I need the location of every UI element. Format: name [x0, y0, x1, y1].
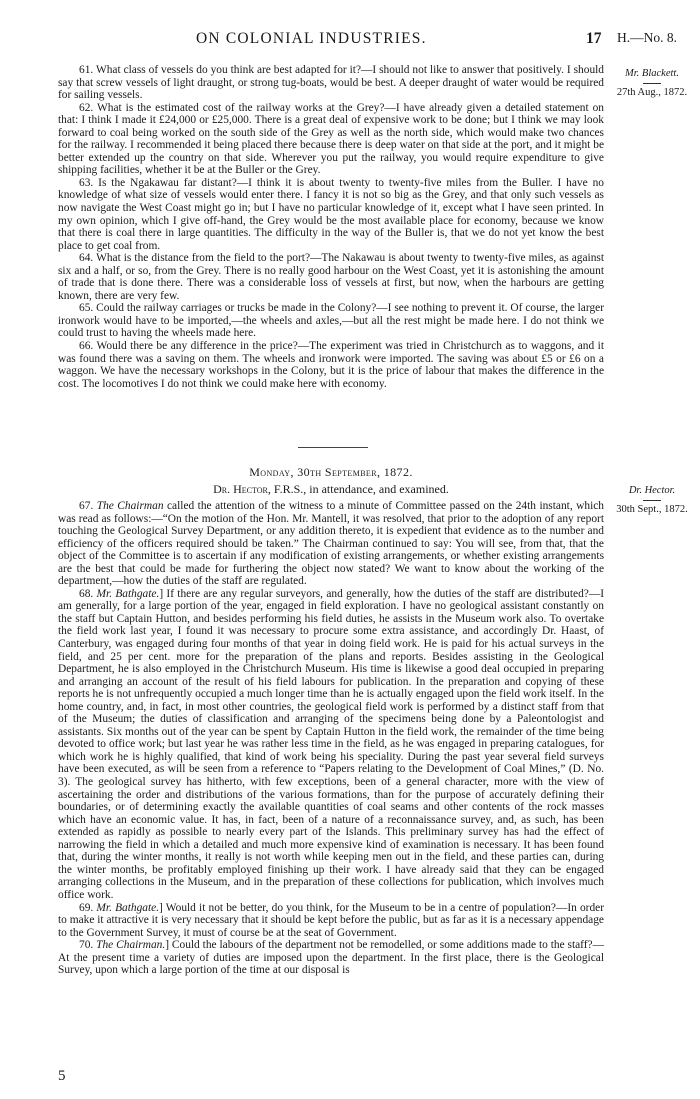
question-text: ] Would it not be better, do you think, for the Museum to be in a centre of population?—In order to make it attractive it is very necessary that it should be kept before the public, but as far as it is a necessary appendage to the Government Survey, it must of course be at the seat of Government. — [58, 901, 604, 939]
sidenote-rule — [643, 500, 661, 501]
question-paragraph: 63. Is the Ngakawau far distant?—I think it is about twenty to twenty-five miles from the Buller. I have no knowledge of what size of vessels would enter there. I fancy it is not so big as the Grey, and that only such vessels as now navigate the West Coast might go in; but I have no particular knowledge of it, except what I have seen printed. In my own opinion, which I give off-hand, the Grey would be the most available place for economy, because we know that there is coal there in large quantities. The difficulty in the way of the Buller is, that we do not yet know the best place to get coal from. — [58, 176, 604, 252]
question-number: 67. — [79, 500, 97, 512]
signature-mark: 5 — [58, 1068, 66, 1084]
sidenote-witness-name: Mr. Blackett. — [625, 68, 679, 79]
sidenote-hector — [607, 484, 697, 516]
sidenote-date: 27th Aug., 1872. — [616, 87, 688, 98]
question-text: ] If there are any regular surveyors, and generally, how the duties of the staff are distributed?—I am generally, for a large portion of the year, engaged in field exploration. I have no geological assistant constantly on the staff but Captain Hutton, and besides performing his field duties, he assists in the Museum work also. To overtake the field work last year, I found it was necessary to procure some extra assistance, and accordingly Dr. Haast, of Canterbury, was engaged during four months of that year in doing field work. He is paid for his actual surveys in the field, and 25 per cent. more for the preparation of the plans and reports. Besides assisting in the Geological Department, he is also employed in the Christchurch Museum. His time is likewise a good deal occupied in preparing and arranging an account of the result of his field labours for publication. In the preparation and copying of these reports he is not unfrequently occupied a much longer time than he is actually engaged upon the field work itself. In the home country, and, in fact, in most other countries, the geological field work is performed by a distinct staff from that of the Museum; the duties of classification and arranging of the specimens being done by a Paleontologist and assistants. Six months out of the year can be spent by Captain Hutton in the field work, the remainder of the time being devoted to office work; but last year he was rather less time in the field, as he was engaged in preparing catalogues, for which work he is highly qualified, that kind of work being his speciality. During the past year several field surveys have been executed, as will be seen from a reference to “Papers relating to the Development of Coal Mines,” (D. No. 3). The geological survey has hitherto, with few exceptions, been of a general character, more with the view of ascertaining the order and distributions of the various formations, than for the purpose of accurately defining their boundaries, or of determining exactly the available quantities of coal seams and other contents of the rock masses which have an economic value. It has, in fact, been of a nature of a reconnaissance survey, and, as such, has been extended as rapidly as possible to nearly every part of the Islands. This preliminary survey has had the effect of narrowing the field in which a detailed and much more expensive kind of examination is necessary. It has been found that, during the winter months, it really is not worth while keeping men out in the field, and these parties can, during the winter months, be profitably employed finishing up their work. I have already said that they can be engaged arranging collections in the Museum, and in the preparation of these collections for publication, which involves much office work. — [58, 587, 604, 901]
question-paragraph — [58, 939, 604, 977]
sidenote-witness-name: Dr. Hector. — [628, 485, 676, 496]
session-date-heading: Monday, 30th September, 1872. — [249, 465, 413, 479]
witness-attendance: in attendance, and examined. — [306, 482, 449, 496]
sidenote-date: 30th Sept., 1872. — [616, 504, 688, 515]
question-paragraph — [58, 902, 604, 940]
question-number: 69. — [79, 901, 97, 914]
question-paragraph — [58, 500, 604, 588]
question-number: 70. — [79, 939, 97, 952]
question-paragraph: 65. Could the railway carriages or trucks be made in the Colony?—I see nothing to prevent it. Of course, the larger ironwork would have to be imported,—the wheels and axles,—but all the rest might be made here. I do not think we could trust to having the wheels made here. — [58, 302, 604, 340]
witness-heading — [58, 482, 604, 497]
running-title: ON COLONIAL INDUSTRIES. — [196, 30, 427, 47]
questioner-name: The Chairman — [96, 500, 164, 512]
section-divider — [298, 447, 368, 448]
question-paragraph: 64. What is the distance from the field to the port?—The Nakawau is about twenty to twenty-five miles, as against six and a half, or so, from the Grey. There is no really good harbour on the West Coast, yet it is astonishing the amount of trade that is done there. There was a considerable loss of vessels at first, but now, when the harbours are getting known, there are very few. — [58, 252, 604, 302]
questioner-name: The Chairman. — [96, 939, 166, 952]
sidenote-blackett — [607, 67, 697, 99]
question-paragraph: 62. What is the estimated cost of the railway works at the Grey?—I have already given a detailed statement on that: I think I made it £24,000 or £25,000. There is a great deal of expensive work to be done; but I think we may look forward to coal being worked on the south side of the Grey as well as the north side, which would make two chances for the railway. I recommended it being placed there because there is deep water on that side at the port, and it might be better extended up the country on that side. Wherever you put the railway, you would require expenditure to give shipping facilities, whether it be at the Buller or the Grey. — [58, 101, 604, 177]
questioner-name: Mr. Bathgate. — [96, 901, 160, 914]
evidence-section-1 — [58, 64, 604, 390]
evidence-section-2 — [58, 500, 604, 977]
question-text: ] Could the labours of the department not be remodelled, or some additions made to the staff?—At the present time a variety of duties are imposed upon the department. In the first place, there is the Geological Survey, upon which a large portion of the time at our disposal is — [58, 939, 605, 977]
page-number: 17 — [586, 30, 602, 47]
document-reference: H.—No. 8. — [617, 30, 677, 45]
page-header — [0, 30, 700, 50]
question-paragraph: 66. Would there be any difference in the price?—The experiment was tried in Christchurch as to waggons, and it was found there was a saving on them. The wheels and ironwork were imported. The saving was about £5 or £6 on a waggon. We have the necessary workshops in the Colony, but it is the price of labour that makes the difference in the cost. The locomotives I do not think we could make here with economy. — [58, 340, 604, 390]
sidenote-rule — [643, 83, 661, 84]
questioner-name: Mr. Bathgate. — [96, 587, 160, 600]
question-number: 68. — [79, 587, 97, 600]
question-paragraph: 61. What class of vessels do you think are best adapted for it?—I should not like to answer that positively. I should say that screw vessels of light draught, or strong tug-boats, would be best. A deeper draught of water would be required for sailing vessels. — [58, 64, 604, 102]
witness-name: Dr. Hector, F.R.S., — [213, 482, 307, 496]
question-text: called the attention of the witness to a minute of Committee passed on the 24th instant, which was read as follows:—“On the motion of the Hon. Mr. Mantell, it was resolved, that prior to the adoption of any report touching the Geological Survey Department, or any addition thereto, it is expedient that evidence as to the number and efficiency of the officers required should be taken.” The Chairman continued to say: You will see, from that, that the object of the Committee is to ascertain if any modification of existing arrangements, or whether existing arrangements are the best that could be made for furthering the object now stated? We want to know about the working of the department,—how the duties of the staff are regulated. — [58, 500, 604, 588]
question-paragraph — [58, 588, 604, 902]
